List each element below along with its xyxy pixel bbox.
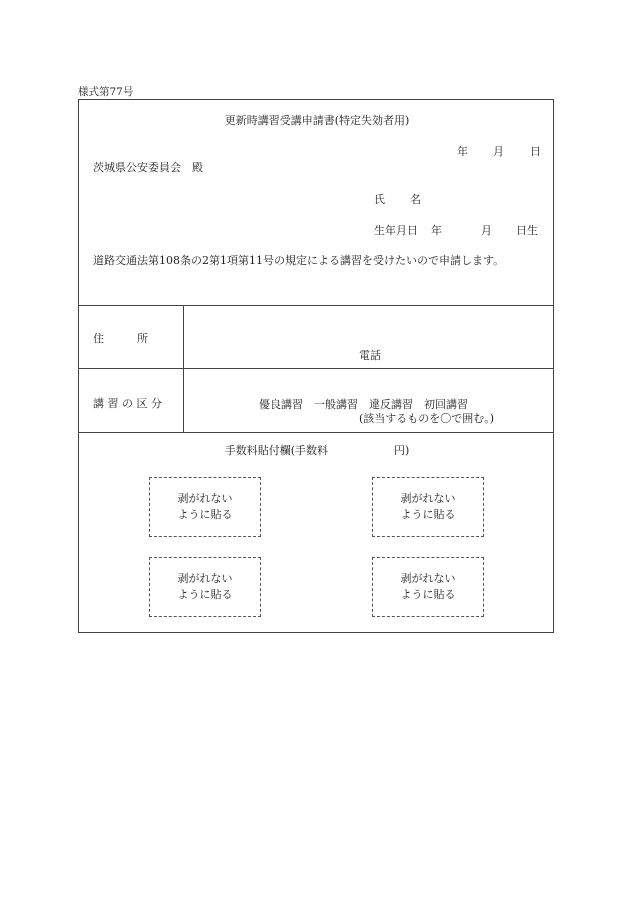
divider-line	[79, 368, 553, 369]
name-label-second-char: 名	[410, 193, 421, 206]
stamp-instruction-line2: ように貼る	[400, 588, 456, 601]
column-divider	[183, 305, 184, 433]
birth-date-label: 生年月日	[374, 224, 418, 237]
stamp-box-bottom-left	[149, 557, 261, 617]
birth-month-label: 月	[481, 224, 492, 237]
application-form	[78, 99, 554, 633]
date-month-label: 月	[493, 145, 504, 158]
stamp-instruction-line1: 剥がれない	[400, 492, 456, 505]
stamp-instruction-line1: 剥がれない	[400, 572, 456, 585]
stamp-instruction-line2: ように貼る	[400, 508, 456, 521]
course-selection-note: (該当するものを〇で囲む。)	[359, 412, 495, 425]
application-statement: 道路交通法第108条の2第1項第11号の規定による講習を受けたいので申請します。	[93, 254, 505, 267]
birth-day-label: 日生	[516, 224, 538, 237]
form-title: 更新時講習受講申請書(特定失効者用)	[224, 114, 410, 127]
phone-label: 電話	[359, 349, 381, 362]
date-day-label: 日	[530, 145, 541, 158]
divider-line	[79, 432, 553, 433]
stamp-box-top-right	[372, 477, 484, 537]
divider-line	[79, 305, 553, 306]
stamp-box-top-left	[149, 477, 261, 537]
stamp-instruction-line1: 剥がれない	[177, 572, 233, 585]
stamp-box-bottom-right	[372, 557, 484, 617]
address-label: 住 所	[93, 332, 148, 345]
name-label-first-char: 氏	[374, 193, 385, 206]
birth-year-label: 年	[431, 224, 442, 237]
course-options: 優良講習 一般講習 違反講習 初回講習	[259, 398, 468, 411]
addressee: 茨城県公安委員会 殿	[93, 161, 203, 174]
date-year-label: 年	[457, 145, 468, 158]
form-number: 様式第77号	[78, 86, 134, 98]
stamp-instruction-line2: ように貼る	[177, 508, 233, 521]
course-type-label: 講 習 の 区 分	[93, 397, 162, 410]
stamp-instruction-line1: 剥がれない	[177, 492, 233, 505]
stamp-instruction-line2: ように貼る	[177, 588, 233, 601]
fee-stamp-section-title: 手数料貼付欄(手数料 円)	[224, 444, 410, 457]
